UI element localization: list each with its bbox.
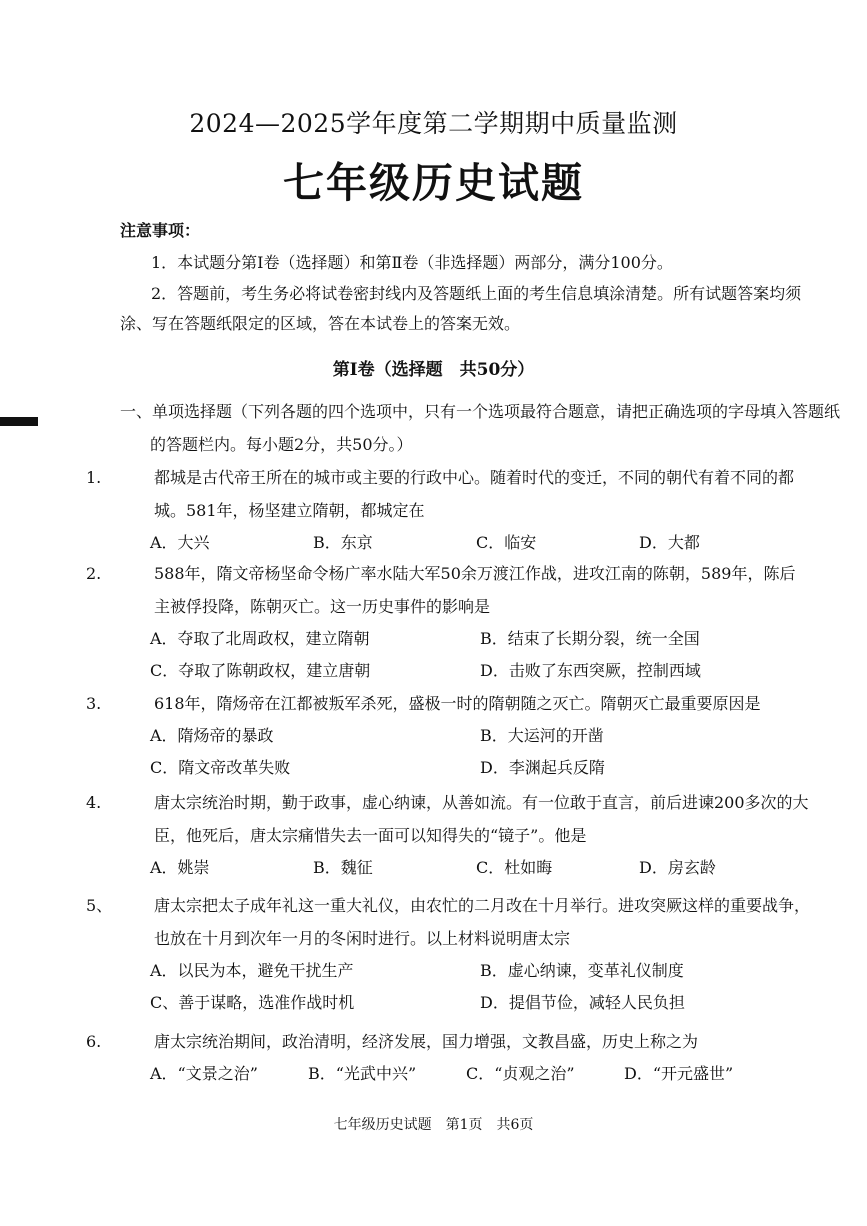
question-stem xyxy=(86,687,810,720)
option-c[interactable]: C、善于谋略，选准作战时机 xyxy=(150,993,355,1012)
option-b[interactable]: B．大运河的开凿 xyxy=(480,726,604,745)
option-group xyxy=(150,527,810,559)
option-a[interactable]: A．“文景之治” xyxy=(150,1064,258,1083)
option-b[interactable]: B．魏征 xyxy=(313,858,373,877)
question-number: 5、 xyxy=(86,896,113,915)
option-c[interactable]: C．隋文帝改革失败 xyxy=(150,758,291,777)
option-group xyxy=(150,720,810,784)
question-number: 2. xyxy=(86,564,102,583)
option-c[interactable]: C．杜如晦 xyxy=(476,858,553,877)
question-5 xyxy=(86,889,811,1019)
question-stem xyxy=(86,786,810,852)
option-d[interactable]: D．房玄龄 xyxy=(639,858,716,877)
binding-edge-mark xyxy=(0,417,38,426)
section-title: 第Ⅰ卷（选择题 共50分） xyxy=(332,360,535,380)
option-b[interactable]: B．“光武中兴” xyxy=(308,1064,417,1083)
option-group xyxy=(150,623,810,687)
option-b[interactable]: B．东京 xyxy=(313,533,373,552)
question-2 xyxy=(86,557,810,687)
option-c[interactable]: C．临安 xyxy=(476,533,537,552)
question-text: 588年，隋文帝杨坚命令杨广率水陆大军50余万渡江作战，进攻江南的陈朝，589年，陈后主被俘投降，陈朝灭亡。这一历史事件的影响是 xyxy=(154,564,796,616)
question-6 xyxy=(86,1025,810,1090)
option-b[interactable]: B．虚心纳谏，变革礼仪制度 xyxy=(480,961,684,980)
question-text: 唐太宗统治期间，政治清明，经济发展，国力增强，文教昌盛，历史上称之为 xyxy=(154,1032,699,1051)
question-text: 618年，隋炀帝在江都被叛军杀死，盛极一时的隋朝随之灭亡。隋朝灭亡最重要原因是 xyxy=(154,694,761,713)
question-text: 唐太宗把太子成年礼这一重大礼仪，由农忙的二月改在十月举行。进攻突厥这样的重要战争，也放在十月到次年一月的冬闲时进行。以上材料说明唐太宗 xyxy=(154,896,811,948)
question-number: 4. xyxy=(86,793,102,812)
question-4 xyxy=(86,786,810,884)
part-heading: 一、单项选择题（下列各题的四个选项中，只有一个选项最符合题意，请把正确选项的字母填入答题纸的答题栏内。每小题2分，共50分。） xyxy=(120,402,841,454)
question-1 xyxy=(86,461,810,559)
option-a[interactable]: A．大兴 xyxy=(150,533,210,552)
option-d[interactable]: D．击败了东西突厥，控制西域 xyxy=(480,661,701,680)
question-stem xyxy=(86,889,811,955)
notice-item-1: 1．本试题分第Ⅰ卷（选择题）和第Ⅱ卷（非选择题）两部分，满分100分。 xyxy=(151,253,673,272)
question-stem xyxy=(86,1025,810,1058)
notice-item-2: 2．答题前，考生务必将试卷密封线内及答题纸上面的考生信息填涂清楚。所有试题答案均须涂、写在答题纸限定的区域，答在本试卷上的答案无效。 xyxy=(120,284,802,333)
exam-subtitle: 七年级历史试题 xyxy=(283,159,584,207)
question-number: 1. xyxy=(86,468,102,487)
option-group xyxy=(150,852,810,884)
option-group xyxy=(150,955,810,1019)
option-b[interactable]: B．结束了长期分裂，统一全国 xyxy=(480,629,700,648)
exam-title: 2024—2025学年度第二学期期中质量监测 xyxy=(189,109,678,138)
page-footer: 七年级历史试题 第1页 共6页 xyxy=(333,1117,534,1133)
notice-heading: 注意事项： xyxy=(120,221,201,240)
option-d[interactable]: D．“开元盛世” xyxy=(624,1064,734,1083)
option-a[interactable]: A．以民为本，避免干扰生产 xyxy=(150,961,354,980)
question-number: 6. xyxy=(86,1032,102,1051)
option-d[interactable]: D．大都 xyxy=(639,533,700,552)
option-d[interactable]: D．提倡节俭，减轻人民负担 xyxy=(480,993,685,1012)
option-a[interactable]: A．夺取了北周政权，建立隋朝 xyxy=(150,629,370,648)
question-number: 3. xyxy=(86,694,102,713)
question-3 xyxy=(86,687,810,784)
option-group xyxy=(150,1058,810,1090)
question-stem xyxy=(86,557,810,623)
question-text: 都城是古代帝王所在的城市或主要的行政中心。随着时代的变迁，不同的朝代有着不同的都城。581年，杨坚建立隋朝，都城定在 xyxy=(154,468,795,520)
option-c[interactable]: C．夺取了陈朝政权，建立唐朝 xyxy=(150,661,371,680)
option-a[interactable]: A．姚崇 xyxy=(150,858,210,877)
question-stem xyxy=(86,461,810,527)
option-c[interactable]: C．“贞观之治” xyxy=(466,1064,575,1083)
question-text: 唐太宗统治时期，勤于政事，虚心纳谏，从善如流。有一位敢于直言，前后进谏200多次的大臣，他死后，唐太宗痛惜失去一面可以知得失的“镜子”。他是 xyxy=(154,793,809,845)
option-a[interactable]: A．隋炀帝的暴政 xyxy=(150,726,274,745)
option-d[interactable]: D．李渊起兵反隋 xyxy=(480,758,605,777)
